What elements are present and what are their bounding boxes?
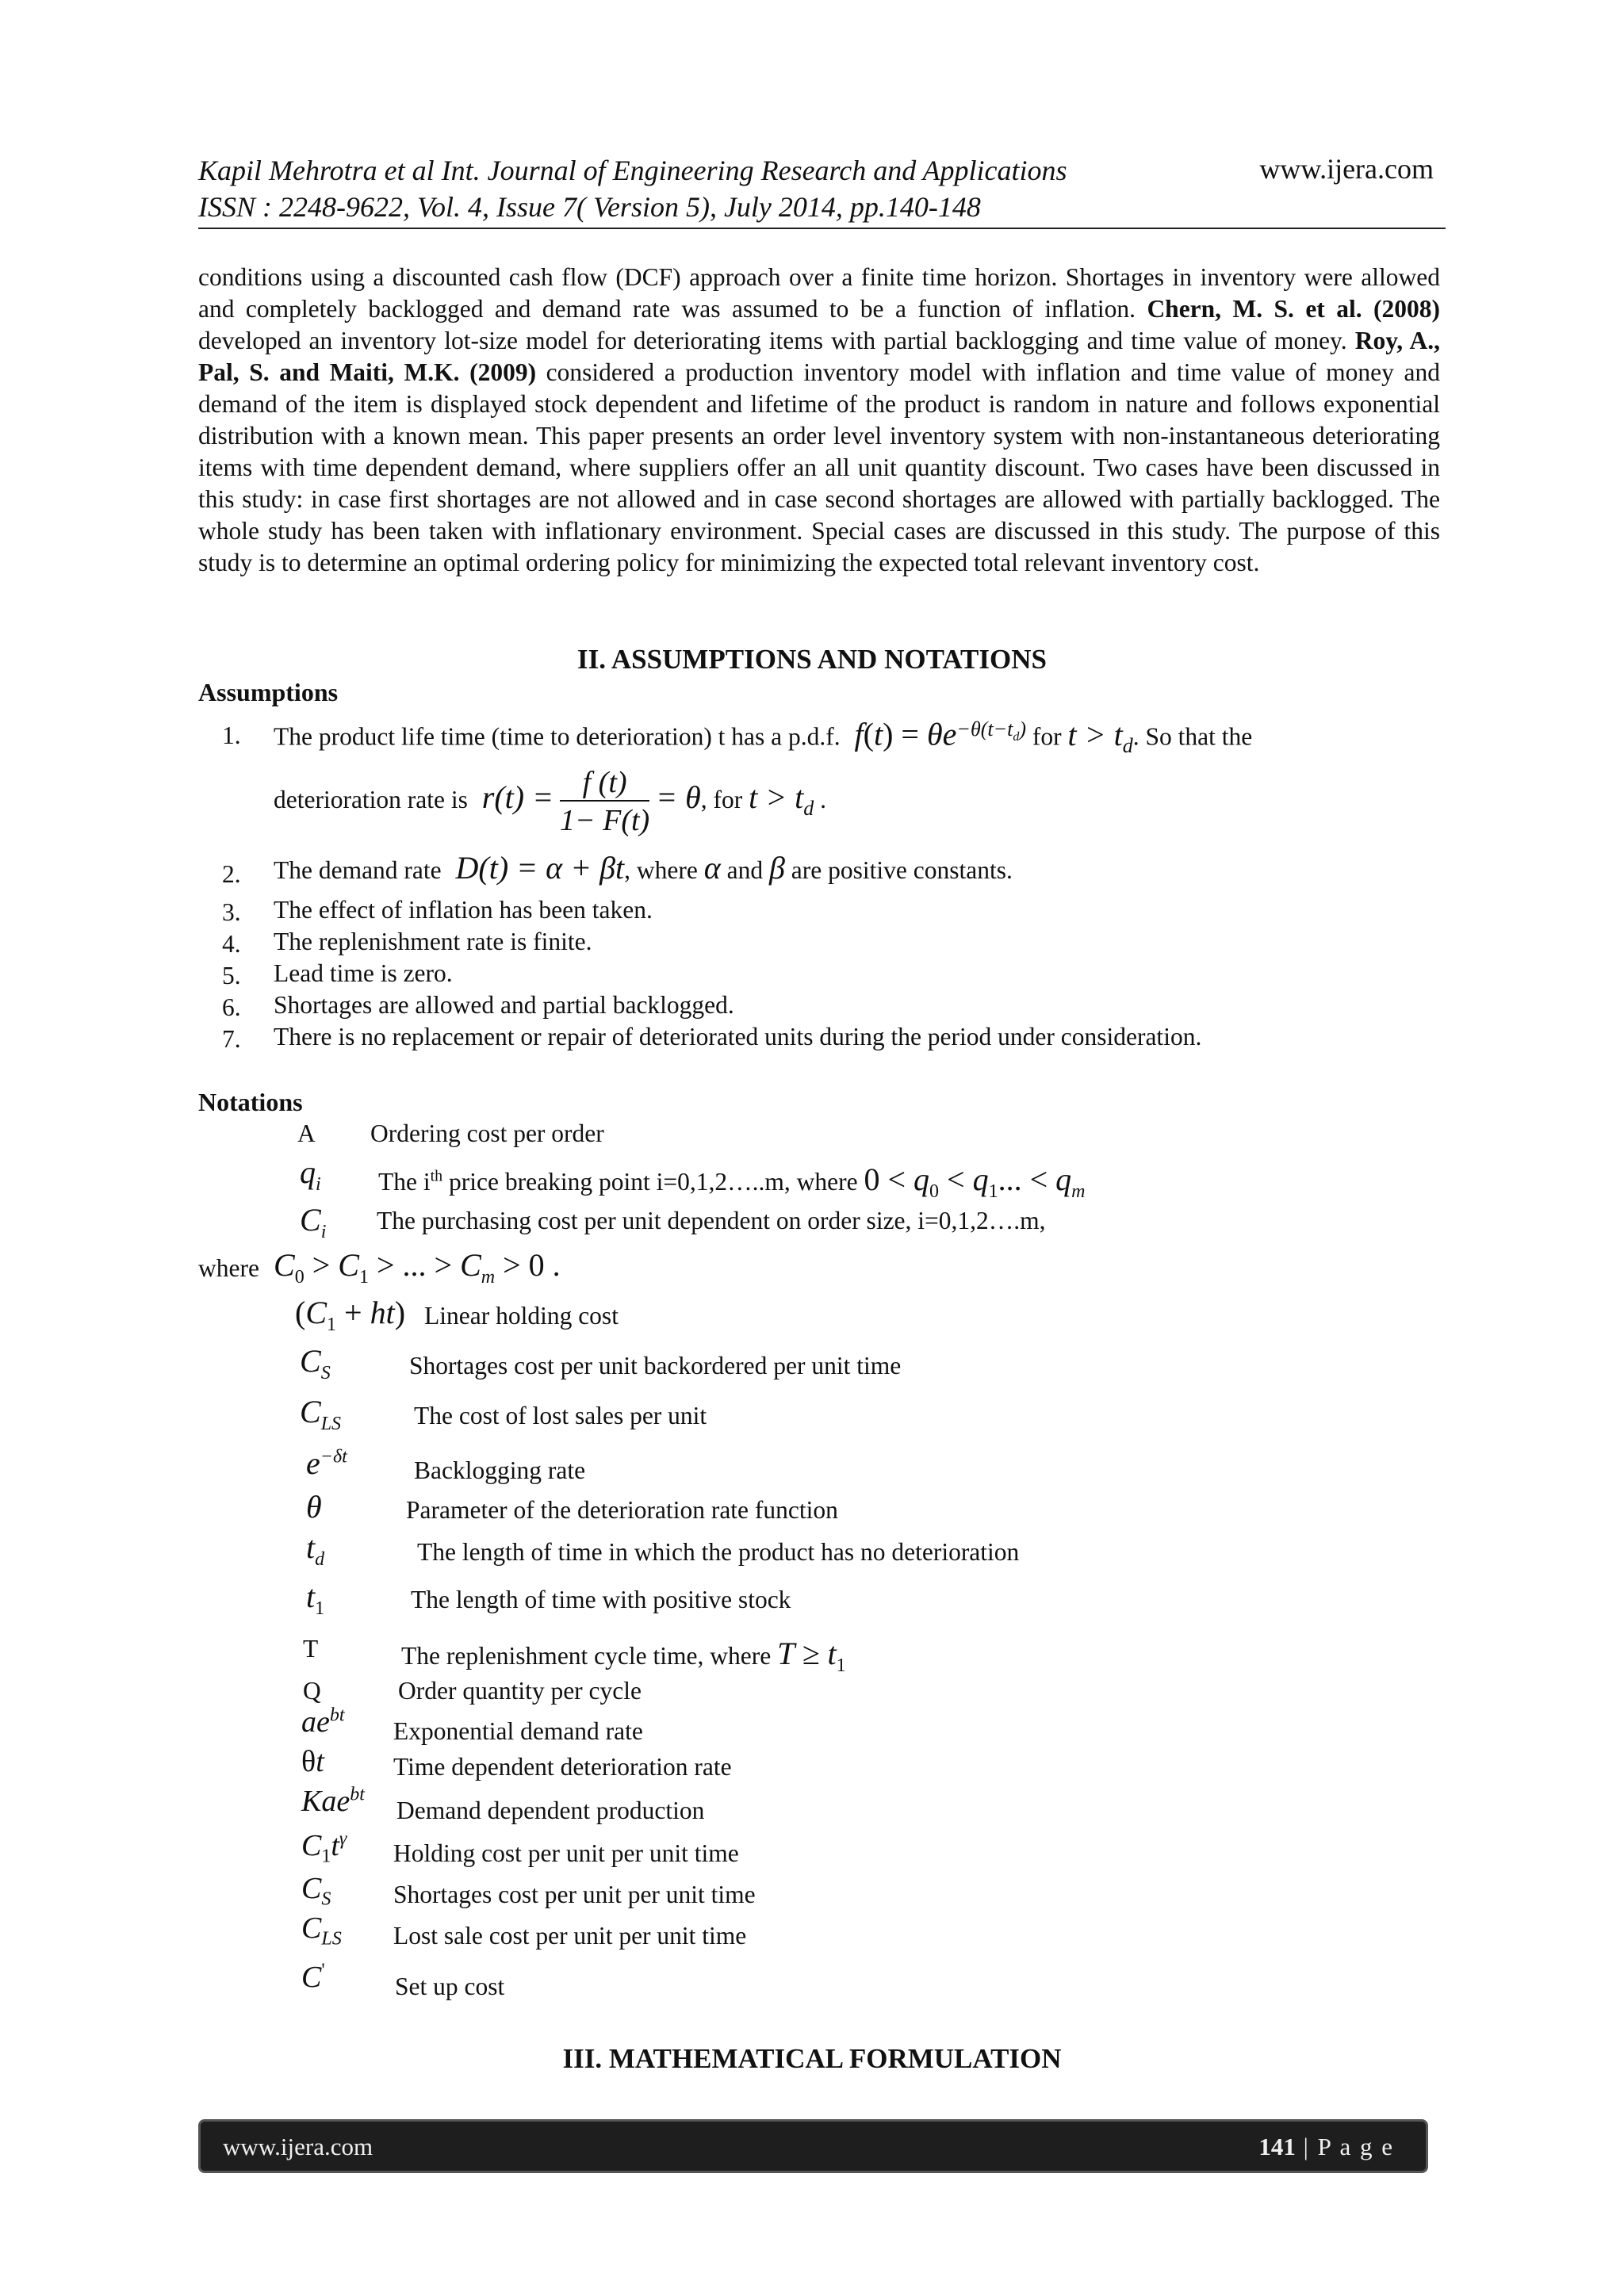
footer-url: www.ijera.com [223,2133,373,2160]
running-header [198,152,1435,225]
cycle-time-formula: $T \ge t_1$ [777,1636,846,1676]
page-number: 141 [1258,2133,1296,2160]
notation-shortage-cost: Shortages cost per unit backordered per unit time [409,1352,902,1380]
header-journal-line: Kapil Mehrotra et al Int. Journal of Engineering Research and Applications [198,155,1067,186]
rate-fraction: $\frac{f (t)}{1- F(t)}$ [559,766,650,837]
assumptions-heading: Assumptions [198,678,339,706]
notation-theta: Parameter of the deterioration rate function [406,1496,838,1524]
notation-demand-production: Demand dependent production [396,1797,705,1824]
notation-lost-sale-per-unit: Lost sale cost per unit per unit time [393,1922,747,1950]
assumption-1-end: . So that the [1132,722,1253,751]
pdf-formula: f [846,716,864,752]
section-title-formulation: III. MATHEMATICAL FORMULATION [562,2043,1062,2074]
formula-exponent: −θ(t−td) [956,718,1027,744]
demand-end: are positive constants. [791,856,1013,884]
rate-condition: $t > t_d$ [749,779,814,821]
price-break-formula: $0 < q_0 < q_1$... < $q_m$ [864,1161,1086,1202]
assumption-5: Lead time is zero. [274,959,453,987]
intro-text-2: developed an inventory lot-size model for deteriorating items with partial backlogging and time value of money. [198,327,1355,354]
assumption-number: 5. [222,962,241,989]
demand-formula: D(t) = α + βt [447,850,625,886]
notation-symbol-t: T [303,1635,319,1663]
notation-symbol-backlog: $e^{-\delta t}$ [306,1445,347,1481]
cost-order-formula: $C_0 > C_1$ > ... > $C_m > 0$ . [274,1247,561,1288]
notation-symbol-theta: θ [306,1489,322,1525]
notation-text: The replenishment cycle time, where [401,1642,772,1670]
intro-text-1: conditions using a discounted cash flow (DCF) approach over a finite time horizon. Shortages in inventory were allowed and completely backlogged and demand rate was assumed to be a function of inflation. [198,263,1440,323]
notation-purchasing-cost: The purchasing cost per unit dependent on order size, i=0,1,2….m, [377,1207,1046,1234]
notation-symbol-thetat: θt [301,1745,324,1778]
notation-symbol-td: $t_d$ [306,1529,325,1570]
footer-page-label [1258,2133,1394,2161]
notation-lost-sales-cost: The cost of lost sales per unit [414,1402,707,1429]
citation-roy: Roy, A., Pal, S. and Maiti, M.K. (2009) [198,327,1440,386]
assumption-number: 6. [222,993,241,1021]
notation-holding-per-unit: Holding cost per unit per unit time [393,1839,739,1867]
notation-where: where [198,1254,259,1282]
notation-symbol-t1: $t_1$ [306,1578,325,1619]
theta-formula: = θ [656,779,701,816]
notation-symbol-q: Q [303,1677,321,1705]
footer-page-text: | P a g e [1295,2133,1394,2160]
notation-time-deterioration: Time dependent deterioration rate [393,1753,732,1781]
notation-symbol-ci: $C_i$ [300,1202,327,1242]
assumption-2 [274,852,1013,886]
page-footer [198,2119,1428,2173]
demand-and: and [726,856,764,884]
assumption-number: 4. [222,930,241,958]
notation-symbol-qi: $q_i$ [300,1154,321,1195]
notation-symbol-kaebt: Kae$^{bt}$ [301,1784,365,1818]
assumption-number: 7. [222,1025,241,1053]
assumption-number: 3. [222,898,241,926]
demand-rate-label: The demand rate [274,856,442,884]
notation-holding-cost: Linear holding cost [424,1302,619,1330]
notation-symbol-cs: $C_S$ [300,1343,331,1383]
notation-ordering-cost: Ordering cost per order [370,1119,604,1147]
assumption-4: The replenishment rate is finite. [274,928,592,955]
rate-end: . [820,786,827,814]
demand-where: , where [624,856,698,884]
assumption-number: 1. [222,721,241,749]
notation-text: price breaking point i=0,1,2…..m, where [442,1168,858,1196]
header-issn-line: ISSN : 2248-9622, Vol. 4, Issue 7( Version 5), July 2014, pp.140-148 [198,191,981,223]
notation-symbol-cprime: C' [301,1960,325,1994]
assumption-7: There is no replacement or repair of deteriorated units during the period under consideration. [274,1023,1202,1050]
citation-chern: Chern, M. S. et al. (2008) [1147,295,1440,323]
notation-symbol-cls2: $C_{LS}$ [301,1911,342,1950]
notation-symbol-aebt: $ae^{bt}$ [301,1705,345,1739]
assumption-1-for: for [1032,722,1062,751]
alpha-symbol: α [703,850,721,886]
intro-paragraph [198,262,1440,579]
rate-for: , for [700,786,743,814]
notation-price-break [378,1161,1085,1203]
assumption-1 [274,714,1252,762]
notation-backlogging-rate: Backlogging rate [414,1456,586,1484]
header-url: www.ijera.com [1259,153,1434,185]
notation-td: The length of time in which the product has no deterioration [417,1538,1020,1566]
condition-formula: $t > t_d$ [1067,716,1133,757]
notation-symbol-cs2: $C_S$ [301,1872,331,1910]
notation-symbol-a: A [297,1119,316,1147]
beta-symbol: β [768,850,785,886]
holding-cost-formula: $(C_1 + ht)$ [295,1295,406,1335]
formula-part: (t) = θe [863,716,957,752]
header-divider [198,228,1446,229]
section-title-assumptions: II. ASSUMPTIONS AND NOTATIONS [577,644,1047,675]
deterioration-rate-label: deterioration rate is [274,786,468,814]
notation-exponential-demand: Exponential demand rate [393,1717,643,1745]
rate-formula: r(t) = [473,779,554,816]
notation-cycle-time [401,1635,846,1677]
notation-setup-cost: Set up cost [395,1973,505,2000]
assumption-6: Shortages are allowed and partial backlogged. [274,991,734,1019]
notation-symbol-cls: $C_{LS}$ [300,1394,342,1434]
intro-text-3: considered a production inventory model with inflation and time value of money and demand of the item is displayed stock dependent and lifetime of the product is random in nature and follows exponential distribution with a known mean. This paper presents an order level inventory system with non-instantaneous deteriorating items with time dependent demand, where suppliers offer an all unit quantity discount. Two cases have been discussed in this study: in case first shortages are not allowed and in case second shortages are allowed with partially backlogged. The whole study has been taken with inflationary environment. Special cases are discussed in this study. The purpose of this study is to determine an optimal ordering policy for minimizing the expected total relevant inventory cost. [198,358,1440,576]
notation-text: The i [378,1168,431,1196]
assumption-1-text: The product life time (time to deterioration) t has a p.d.f. [274,722,841,751]
notation-symbol-c1t: $C_1t^\gamma$ [301,1828,347,1867]
notation-shortage-per-unit: Shortages cost per unit per unit time [393,1881,756,1908]
assumption-1-line2 [274,765,826,840]
notation-t1: The length of time with positive stock [411,1586,791,1613]
notation-sup: th [430,1167,443,1185]
assumption-number: 2. [222,860,241,888]
notation-order-quantity: Order quantity per cycle [398,1677,642,1705]
assumption-3: The effect of inflation has been taken. [274,896,653,924]
notations-heading: Notations [198,1088,303,1116]
